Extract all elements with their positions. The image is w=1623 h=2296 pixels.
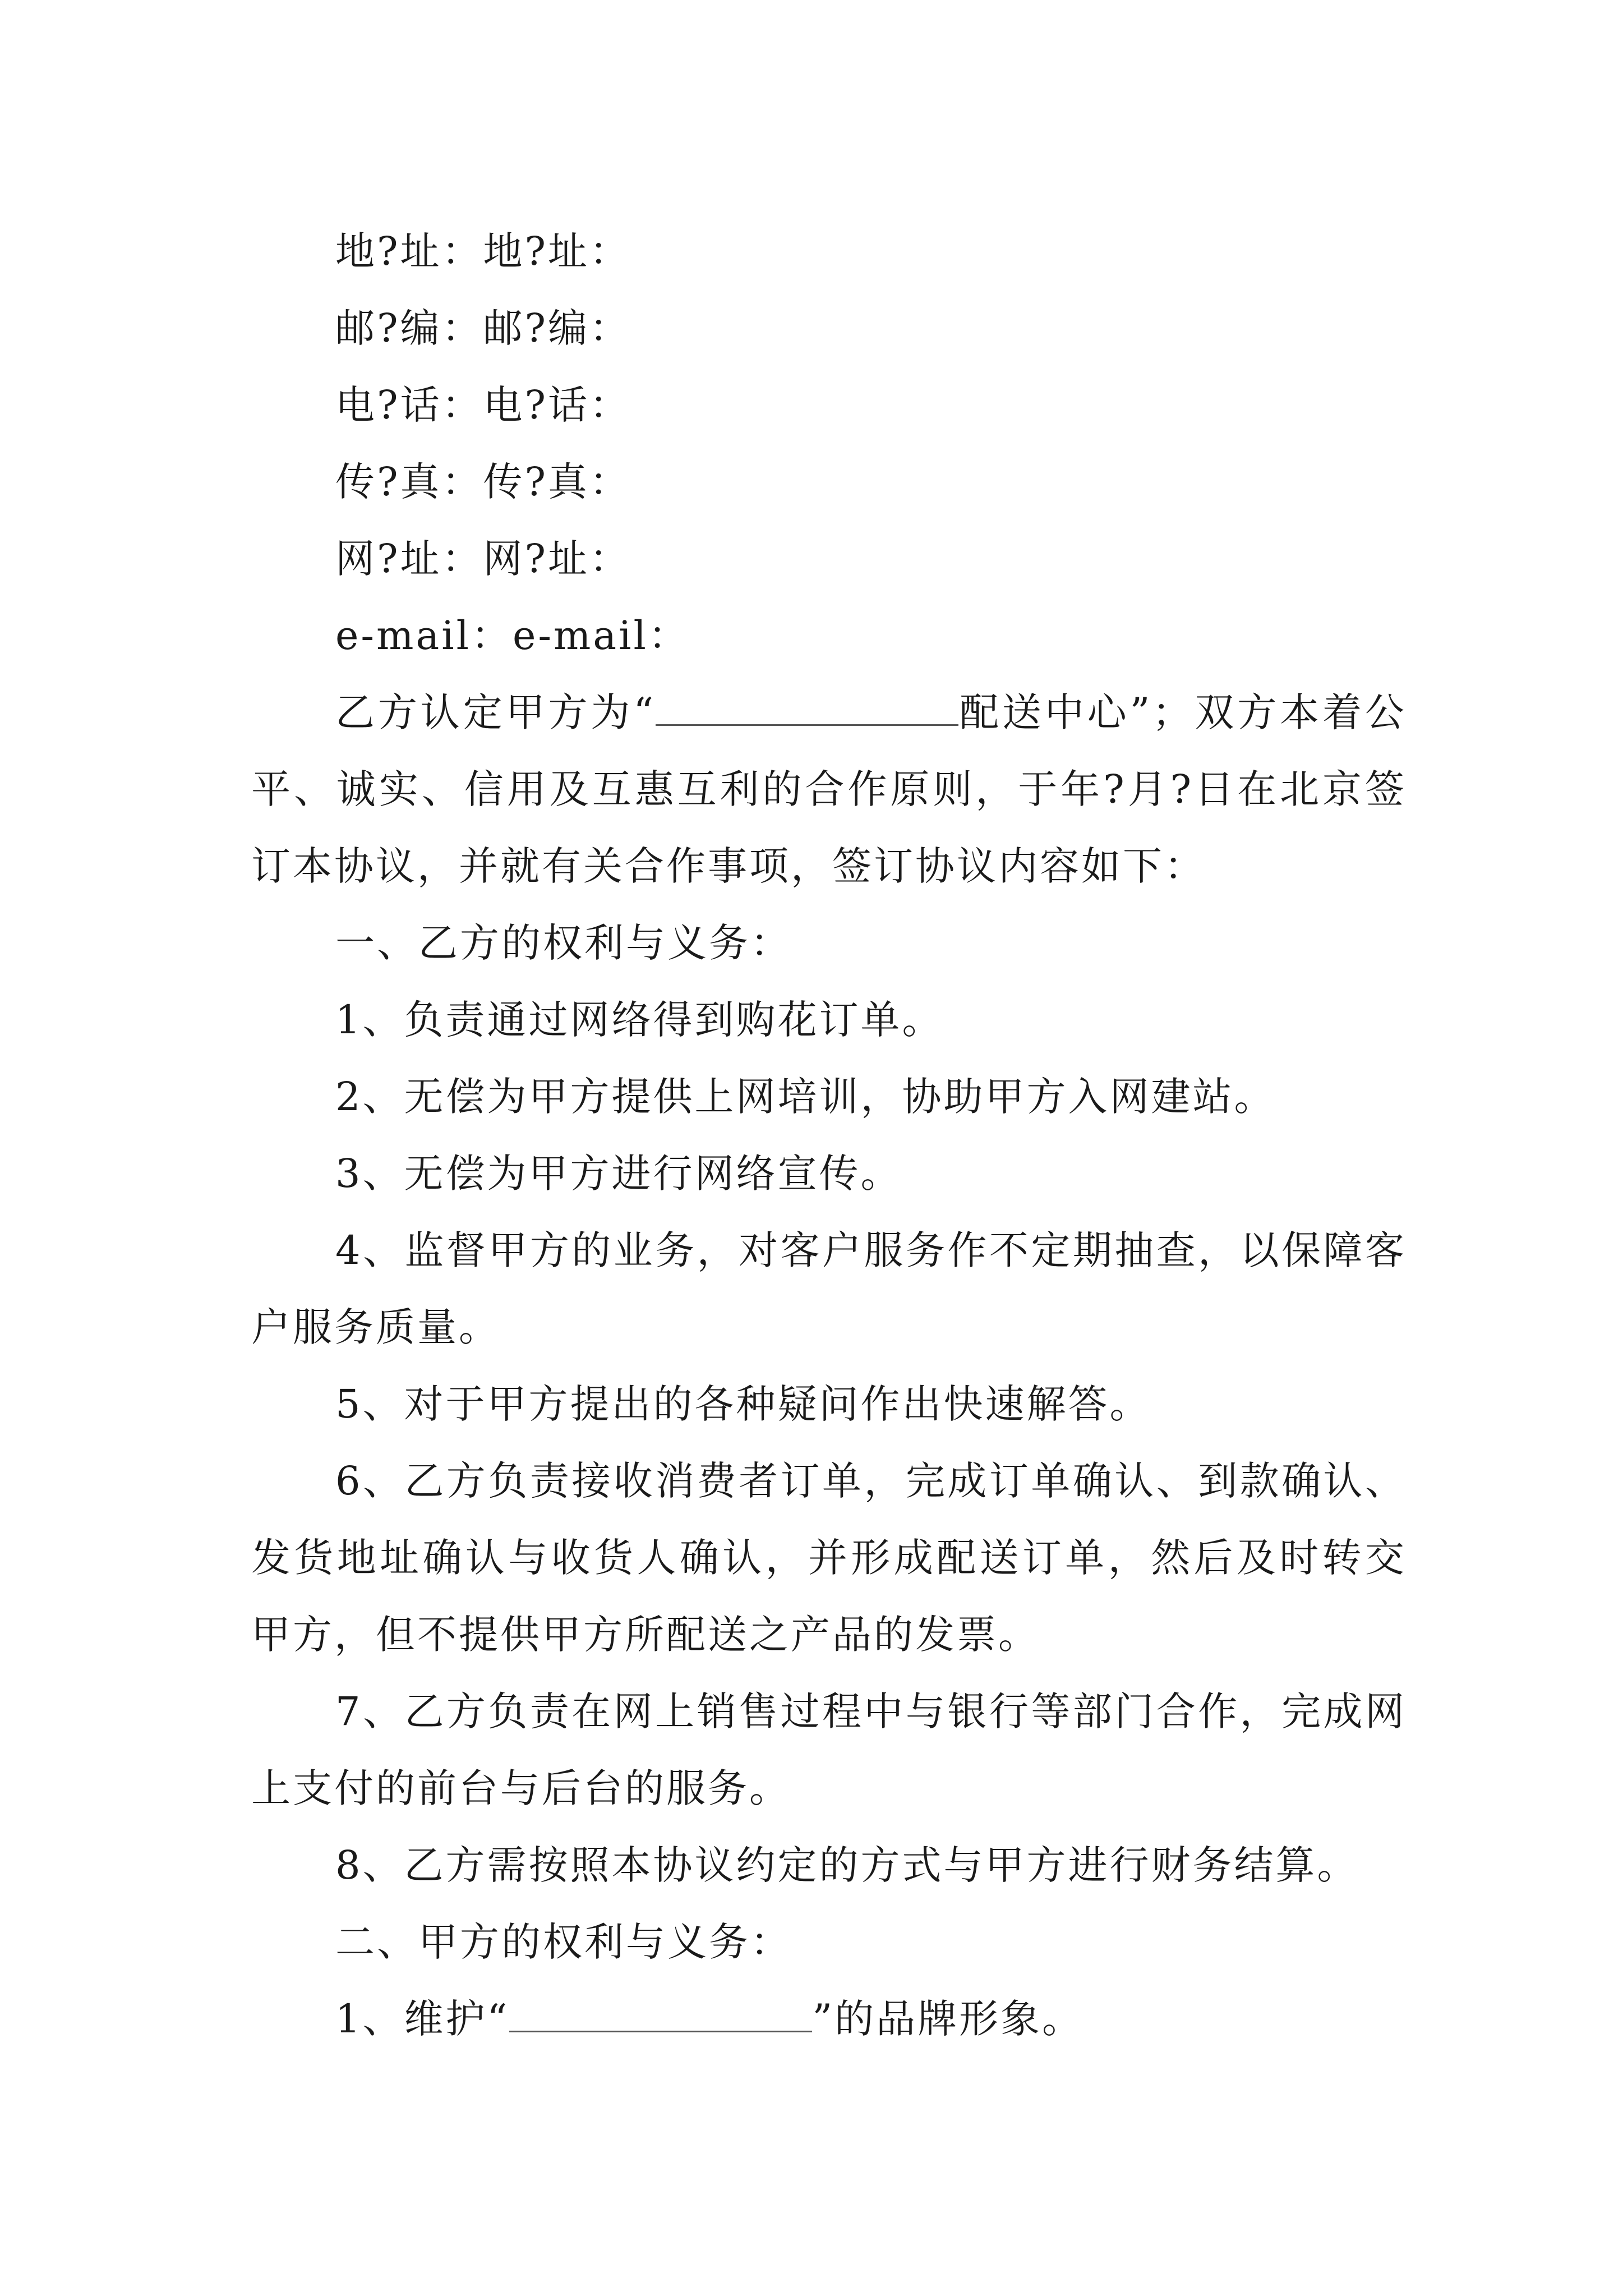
section-two-item: 1、维护“ ”的品牌形象。 bbox=[335, 1996, 1084, 2042]
contact-website: 网?址：网?址： bbox=[335, 536, 631, 582]
contact-address: 地?址：地?址： bbox=[335, 228, 631, 274]
section-two-heading: 二、甲方的权利与义务： bbox=[335, 1919, 792, 1965]
blank-underline bbox=[509, 1997, 812, 2032]
section-one-item: 6、乙方负责接收消费者订单，完成订单确认、到款确认、发货地址确认与收货人确认，并形成配送订单，然后及时转交甲方，但不提供甲方所配送之产品的发票。 bbox=[251, 1458, 1407, 1658]
contact-postcode: 邮?编：邮?编： bbox=[335, 305, 631, 351]
section-one-heading: 一、乙方的权利与义务： bbox=[335, 920, 792, 966]
section-one-item: 4、监督甲方的业务，对客户服务作不定期抽查，以保障客户服务质量。 bbox=[251, 1227, 1407, 1350]
contact-phone: 电?话：电?话： bbox=[335, 382, 631, 428]
contact-fax: 传?真：传?真： bbox=[335, 459, 631, 505]
intro-paragraph: 乙方认定甲方为“ 配送中心”；双方本着公平、诚实、信用及互惠互利的合作原则，于年?月?日在北京签订本协议，并就有关合作事项，签订协议内容如下： bbox=[251, 689, 1407, 889]
blank-underline bbox=[656, 691, 958, 726]
section-one-item: 2、无偿为甲方提供上网培训，协助甲方入网建站。 bbox=[335, 1074, 1276, 1120]
section-one-item: 8、乙方需按照本协议约定的方式与甲方进行财务结算。 bbox=[335, 1842, 1359, 1888]
section-one-item: 3、无偿为甲方进行网络宣传。 bbox=[335, 1151, 902, 1197]
section-one-item: 5、对于甲方提出的各种疑问作出快速解答。 bbox=[335, 1381, 1151, 1427]
contact-email: e-mail：e-mail： bbox=[335, 613, 690, 659]
agreement-text bbox=[251, 213, 1407, 2058]
section-one-item: 7、乙方负责在网上销售过程中与银行等部门合作，完成网上支付的前台与后台的服务。 bbox=[251, 1688, 1407, 1811]
section-one-item: 1、负责通过网络得到购花订单。 bbox=[335, 997, 944, 1043]
